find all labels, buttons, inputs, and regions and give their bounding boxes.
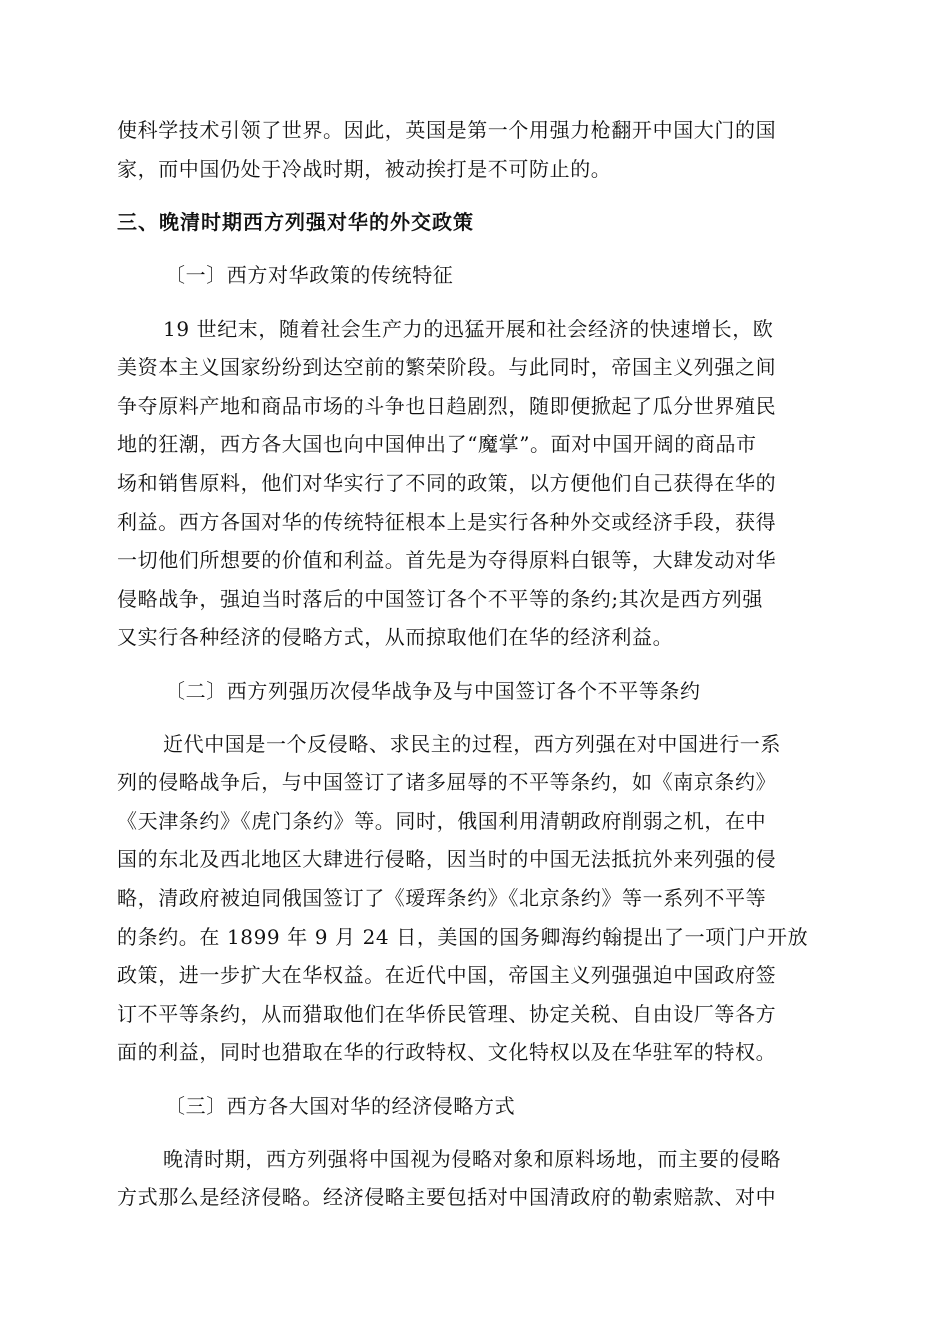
paragraph-line: 列的侵略战争后，与中国签订了诸多屈辱的不平等条约，如《南京条约》 (117, 770, 777, 794)
paragraph-line: 家，而中国仍处于冷战时期，被动挨打是不可防止的。 (117, 157, 612, 181)
paragraph-line: 晚清时期，西方列强将中国视为侵略对象和原料场地，而主要的侵略 (163, 1147, 781, 1171)
paragraph-line: 面的利益，同时也猎取在华的行政特权、文化特权以及在华驻军的特权。 (117, 1040, 777, 1064)
subsection-heading: 〔一〕西方对华政策的传统特征 (165, 263, 454, 287)
paragraph-line: 又实行各种经济的侵略方式，从而掠取他们在华的经济利益。 (117, 625, 674, 649)
paragraph-line: 一切他们所想要的价值和利益。首先是为夺得原料白银等，大肆发动对华 (117, 548, 777, 572)
paragraph-line: 的条约。在 1899 年 9 月 24 日，美国的国务卿海约翰提出了一项门户开放 (117, 925, 809, 949)
paragraph-line: 利益。西方各国对华的传统特征根本上是实行各种外交或经济手段，获得 (117, 510, 777, 534)
paragraph-line: 国的东北及西北地区大肆进行侵略，因当时的中国无法抵抗外来列强的侵 (117, 847, 777, 871)
paragraph-line: 美资本主义国家纷纷到达空前的繁荣阶段。与此同时，帝国主义列强之间 (117, 355, 777, 379)
subsection-heading: 〔二〕西方列强历次侵华战争及与中国签订各个不平等条约 (165, 679, 701, 703)
paragraph-line: 使科学技术引领了世界。因此，英国是第一个用强力枪翻开中国大门的国 (117, 118, 777, 142)
paragraph-line: 侵略战争，强迫当时落后的中国签订各个不平等的条约;其次是西方列强 (117, 587, 763, 611)
paragraph-line: 《天津条约》《虎门条约》等。同时，俄国利用清朝政府削弱之机，在中 (117, 809, 767, 833)
paragraph-line: 方式那么是经济侵略。经济侵略主要包括对中国清政府的勒索赔款、对中 (117, 1185, 777, 1209)
section-heading: 三、晚清时期西方列强对华的外交政策 (117, 210, 474, 234)
paragraph-line: 19 世纪末，随着社会生产力的迅猛开展和社会经济的快速增长，欧 (163, 317, 774, 341)
paragraph-line: 近代中国是一个反侵略、求民主的过程，西方列强在对中国进行一系 (163, 732, 781, 756)
paragraph-line: 订不平等条约，从而猎取他们在华侨民管理、协定关税、自由设厂等各方 (117, 1002, 777, 1026)
paragraph-line: 场和销售原料，他们对华实行了不同的政策，以方便他们自己获得在华的 (117, 471, 777, 495)
paragraph-line: 地的狂潮，西方各大国也向中国伸出了“魔掌”。面对中国开阔的商品市 (117, 432, 757, 456)
subsection-heading: 〔三〕西方各大国对华的经济侵略方式 (165, 1094, 516, 1118)
paragraph-line: 政策，进一步扩大在华权益。在近代中国，帝国主义列强强迫中国政府签 (117, 963, 777, 987)
paragraph-line: 略，清政府被迫同俄国签订了《瑷珲条约》《北京条约》等一系列不平等 (117, 886, 767, 910)
paragraph-line: 争夺原料产地和商品市场的斗争也日趋剧烈，随即便掀起了瓜分世界殖民 (117, 394, 777, 418)
